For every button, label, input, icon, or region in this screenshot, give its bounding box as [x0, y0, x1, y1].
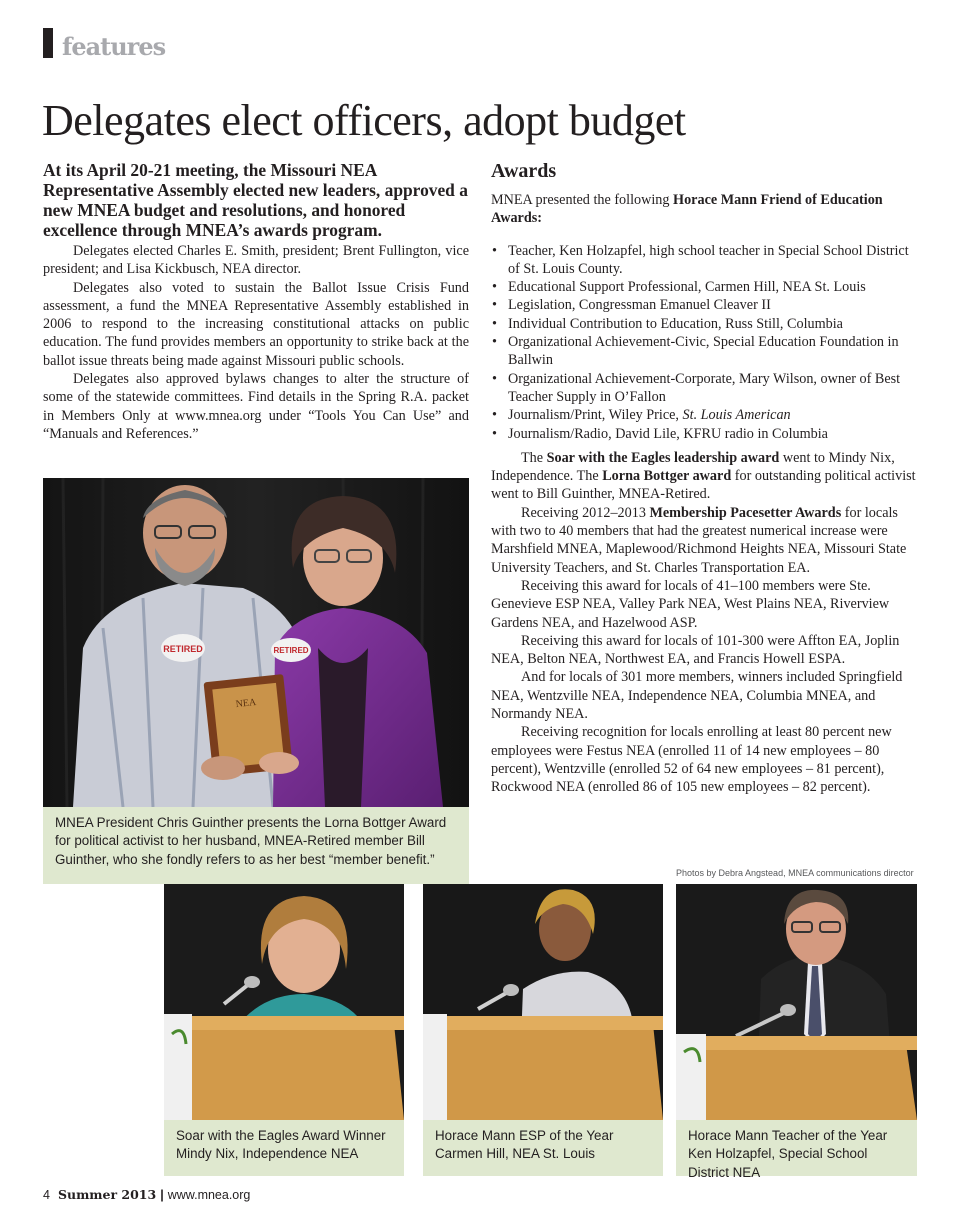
award-name: Soar with the Eagles leadership award — [546, 449, 780, 466]
retired-badge-text: RETIRED — [273, 646, 309, 655]
photo-caption: Horace Mann ESP of the Year Carmen Hill, NEA St. Louis — [423, 1120, 663, 1176]
left-column — [43, 160, 469, 443]
photo-caption: Soar with the Eagles Award Winner Mindy Nix, Independence NEA — [164, 1120, 404, 1176]
bullet-icon: • — [492, 279, 497, 296]
list-item-text: Educational Support Professional, Carmen Hill, NEA St. Louis — [508, 279, 866, 296]
award-name: Lorna Bottger award — [602, 468, 732, 485]
list-item-text: Organizational Achievement-Corporate, Mary Wilson, owner of Best Teacher Supply in O’Fallon — [508, 370, 901, 405]
bullet-icon: • — [492, 315, 497, 332]
award-name: Membership Pacesetter Awards — [649, 504, 842, 521]
list-item-text: Journalism/Radio, David Lile, KFRU radio in Columbia — [508, 425, 828, 442]
right-column — [491, 160, 918, 797]
retired-badge — [271, 638, 311, 662]
photo-caption: Horace Mann Teacher of the Year Ken Holzapfel, Special School District NEA — [676, 1120, 917, 1176]
retired-badge-text: RETIRED — [163, 644, 203, 654]
photo-carmen-hill — [423, 884, 663, 1120]
main-photo-image — [43, 478, 469, 807]
retired-badge — [161, 634, 205, 662]
bullet-icon: • — [492, 407, 497, 424]
list-item-text: Journalism/Print, Wiley Price, — [508, 407, 683, 424]
body-paragraph: Delegates also approved bylaws changes to alter the structure of some of the statewide committees. Find details in the Spring R.A. packet in Members Only at www.mnea.org under “Tools You Can Use” and “Manuals and References.” — [43, 371, 469, 442]
section-label: features — [62, 32, 166, 61]
section-marker — [43, 28, 53, 58]
awards-paragraph: Receiving this award for locals of 41–100 members were Ste. Genevieve ESP NEA, Valley Park NEA, West Plains NEA, Riverview Gardens NEA, and Hazelwood ASP. — [491, 577, 890, 631]
list-item-text: Legislation, Congressman Emanuel Cleaver II — [508, 297, 771, 314]
bullet-icon: • — [492, 334, 497, 351]
publication-title: St. Louis American — [682, 407, 791, 424]
list-item — [491, 296, 918, 314]
list-item — [491, 242, 918, 279]
list-item-text: Individual Contribution to Education, Russ Still, Columbia — [508, 315, 843, 332]
awards-lead — [491, 191, 918, 228]
list-item — [491, 370, 918, 407]
photo-mindy-nix — [164, 884, 404, 1120]
page-number: 4 — [43, 1188, 50, 1202]
awards-paragraph: Receiving this award for locals of 101-300 were Affton EA, Joplin NEA, Belton NEA, Northwest EA, and Francis Howell ESPA. — [491, 632, 900, 668]
main-photo — [43, 478, 469, 807]
list-item — [491, 315, 918, 333]
awards-paragraph: And for locals of 301 more members, winners included Springfield NEA, Wentzville NEA, Independence NEA, Columbia MNEA, and Normandy NEA. — [491, 669, 903, 723]
awards-paragraph — [491, 504, 918, 577]
list-item — [491, 425, 918, 443]
text-run: The — [521, 449, 547, 466]
photo-image — [164, 884, 404, 1120]
article-intro: At its April 20-21 meeting, the Missouri NEA Representative Assembly elected new leaders, approved a new MNEA budget and resolutions, and honored excellence through MNEA’s awards program. — [43, 160, 468, 240]
awards-list — [491, 242, 918, 443]
awards-lead-text: MNEA presented the following — [491, 192, 674, 208]
photo-image — [676, 884, 917, 1120]
text-run: Receiving 2012–2013 — [521, 504, 650, 521]
text-run: for outstanding political activist went to Bill Guinther, MNEA-Retired. — [491, 468, 916, 503]
awards-lead-bold: Horace Mann Friend of Education Awards: — [491, 192, 883, 227]
body-paragraph: Delegates elected Charles E. Smith, president; Brent Fullington, vice president; and Lisa Kickbusch, NEA director. — [43, 243, 469, 278]
main-photo-caption: MNEA President Chris Guinther presents the Lorna Bottger Award for political activist to her husband, MNEA-Retired member Bill Guinther, who she fondly refers to as her best “member benefit.” — [43, 807, 469, 884]
photo-credit: Photos by Debra Angstead, MNEA communications director — [676, 868, 914, 878]
plaque-text: NEA — [235, 697, 257, 711]
list-item-text: Teacher, Ken Holzapfel, high school teacher in Special School District of St. Louis County. — [508, 242, 909, 277]
list-item — [491, 406, 918, 424]
text-run: went to Mindy Nix, Independence. The — [491, 449, 895, 485]
bullet-icon: • — [492, 425, 497, 442]
bullet-icon: • — [492, 297, 497, 314]
bullet-icon: • — [492, 242, 497, 259]
footer-separator: | — [160, 1188, 164, 1202]
list-item-text: Organizational Achievement-Civic, Special Education Foundation in Ballwin — [508, 334, 899, 369]
photo-image — [423, 884, 663, 1120]
text-run: for locals with two to 40 members that had the greatest numerical increase were Marshfield MNEA, Maplewood/Richmond Heights NEA, Missouri State University Teachers, and St. Charles Transportation EA. — [491, 504, 907, 576]
awards-paragraph: Receiving recognition for locals enrolling at least 80 percent new employees were Festus NEA (enrolled 11 of 14 new employees – 80 percent), Wentzville (enrolled 52 of 64 new employees – 81 percent), Rockwood NEA (enrolled 86 of 105 new employees – 82 percent). — [491, 724, 892, 796]
bullet-icon: • — [492, 370, 497, 387]
awards-heading: Awards — [491, 160, 557, 182]
list-item — [491, 333, 918, 370]
article-headline: Delegates elect officers, adopt budget — [42, 96, 686, 145]
footer-url[interactable]: www.mnea.org — [167, 1188, 251, 1202]
photo-ken-holzapfel — [676, 884, 917, 1120]
issue-label: Summer 2013 — [57, 1187, 157, 1202]
awards-paragraph — [491, 449, 918, 504]
body-paragraph: Delegates also voted to sustain the Ballot Issue Crisis Fund assessment, a fund the MNEA Representative Assembly established in 2006 to respond to the increasing constitutional attacks on public education. The fund provides members an opportunity to strike back at the ballot issue threats being made against Missouri public schools. — [43, 279, 469, 369]
list-item — [491, 278, 918, 296]
page-footer — [43, 1187, 250, 1202]
